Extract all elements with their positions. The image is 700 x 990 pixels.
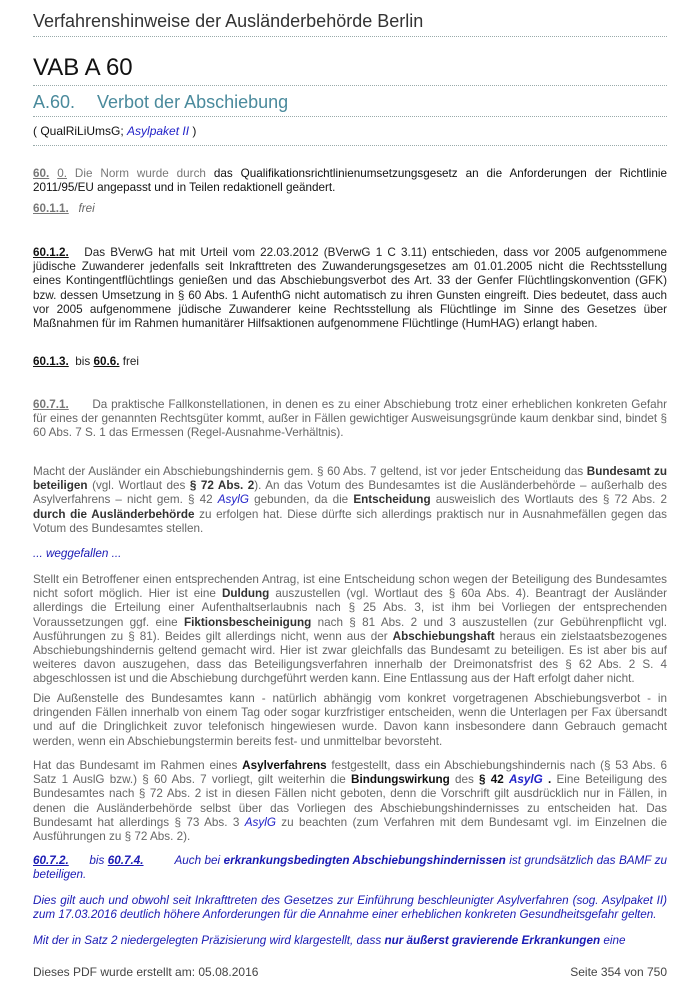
footer-page-number: Seite 354 von 750: [570, 965, 667, 979]
paragraph-asylpaket: Dies gilt auch und obwohl seit Inkrafttreten des Gesetzes zur Einführung beschleunigter Asylverfahren (sog. Asylpaket II) zum 17.03.2016 deutlich höhere Anforderungen für die Annahme einer erheblichen konkreten Gesundheitsgefahr gelten.: [33, 894, 667, 922]
ref-60-1-1[interactable]: 60.1.1.: [33, 202, 69, 215]
section-heading: Verbot der Abschiebung: [97, 92, 289, 112]
source-line: ( QualRiLiUmsG; Asylpaket II ): [33, 124, 197, 138]
paragraph-60-1-2: 60.1.2. Das BVerwG hat mit Urteil vom 22.03.2012 (BVerwG 1 C 3.11) entschieden, dass vor 2005 aufgenommene jüdische Zuwanderer jedenfalls seit Inkrafttreten des Zuwanderungsgesetzes am 01.01.2005 nicht die Rechtsstellung eines Kontingentflüchtlings genießen und das Abschiebungsverbot des Art. 33 der Genfer Flüchtlingskonvention (GFK) bzw. dessen Umsetzung in § 60 Abs. 1 AufenthG nicht automatisch zu ihren Gunsten eingreift. Dies bedeutet, dass auch vor 2005 aufgenommene jüdische Zuwanderer keine Rechtsstellung als Flüchtlinge im Sinne des Gesetzes über Maßnahmen für im Rahmen humanitärer Hilfsaktionen aufgenommene Flüchtlinge (HumHAG) erlangt haben.: [33, 246, 667, 331]
paragraph-60-0: 60. 0. Die Norm wurde durch das Qualifikationsrichtlinienumsetzungsgesetz an die Anforderungen der Richtlinie 2011/95/EU angepasst und in Teilen redaktionell geändert.: [33, 167, 667, 195]
title-divider: [33, 85, 667, 86]
ref-60-7-4[interactable]: 60.7.4.: [107, 854, 144, 867]
paragraph-weggefallen: ... weggefallen ...: [33, 547, 122, 560]
asylg-link-3[interactable]: AsylG: [244, 815, 276, 829]
paragraph-duldung: Stellt ein Betroffener einen entsprechenden Antrag, ist eine Entscheidung schon wegen der Beteiligung des Bundesamtes nicht sofort möglich. Hier ist eine Duldung auszustellen (vgl. Wortlaut des § 60a Abs. 4). Beantragt der Ausländer allerdings die Erteilung einer Aufenthaltserlaubnis nach § 25 Abs. 3, ist ihm bei Vorliegen der entsprechenden Voraussetzungen ggf. eine Fiktionsbescheinigung nach § 81 Abs. 2 und 3 auszustellen (zur Gebührenpflicht vgl. Ausführungen zu § 81). Beides gilt allerdings nicht, wenn aus der Abschiebungshaft heraus ein zielstaatsbezogenes Abschiebungshindernis geltend gemacht wird. Hier ist zwar gleichfalls das Bundesamt zu beteiligen. Es ist aber bis auf weiteres davon auszugehen, dass das Beteiligungsverfahren innerhalb der Dreimonatsfrist des § 62 Abs. 2 S. 4 abgeschlossen ist und die Abschiebung durchgeführt werden kann. Eine Entlassung aus der Haft erfolgt daher nicht.: [33, 573, 668, 686]
source-divider: [33, 145, 667, 146]
source-text: QualRiLiUmsG;: [40, 124, 128, 138]
ref-60-7-2[interactable]: 60.7.2.: [33, 854, 69, 867]
section-divider: [33, 116, 667, 117]
section-title: [33, 92, 288, 113]
footer-created-date: Dieses PDF wurde erstellt am: 05.08.2016: [33, 965, 259, 979]
paragraph-60-1-1: 60.1.1. frei: [33, 202, 95, 215]
paragraph-beteiligung: Macht der Ausländer ein Abschiebungshindernis gem. § 60 Abs. 7 geltend, ist vor jeder Entscheidung das Bundesamt zu beteiligen (vgl. Wortlaut des § 72 Abs. 2). An das Votum des Bundesamtes ist die Ausländerbehörde – außerhalb des Asylverfahrens – nicht gem. § 42 AsylG gebunden, da die Entscheidung ausweislich des Wortlauts des § 72 Abs. 2 durch die Ausländerbehörde zu erfolgen hat. Diese dürfte sich allerdings praktisch nur in Ausnahmefällen gegen das Votum des Bundesamtes stellen.: [33, 465, 668, 535]
paragraph-60-7-2: 60.7.2. bis 60.7.4. Auch bei erkrankungsbedingten Abschiebungshindernissen ist grundsätzlich das BAMF zu beteiligen.: [33, 854, 668, 882]
paragraph-praezisierung: Mit der in Satz 2 niedergelegten Präzisierung wird klargestellt, dass nur äußerst gravierende Erkrankungen eine: [33, 934, 626, 947]
section-number: A.60.: [33, 92, 76, 112]
asylg-link[interactable]: AsylG: [217, 493, 249, 507]
paragraph-aussenstelle: Die Außenstelle des Bundesamtes kann - natürlich abhängig vom konkret vorgetragenen Abschiebungsverbot - in dringenden Fällen innerhalb von einem Tag oder sogar kurzfristiger entscheiden, wenn die Unterlagen per Fax übersandt und auf die Dringlichkeit zuvor telefonisch hingewiesen wurde. Davon kann insbesondere dann Gebrauch gemacht werden, wenn ein Abschiebungstermin bereits fest- und unmittelbar bevorsteht.: [33, 692, 667, 748]
ref-60[interactable]: 60.: [33, 167, 50, 180]
ref-0[interactable]: 0.: [57, 167, 67, 180]
header-divider: [33, 36, 667, 37]
asylpaket-link[interactable]: Asylpaket II: [127, 124, 190, 138]
ref-60-7-1[interactable]: 60.7.1.: [33, 398, 69, 411]
ref-60-6[interactable]: 60.6.: [93, 355, 120, 368]
paragraph-60-1-3: 60.1.3. bis 60.6. frei: [33, 355, 139, 368]
ref-60-1-2[interactable]: 60.1.2.: [33, 246, 69, 259]
doc-title: VAB A 60: [33, 54, 133, 81]
ref-60-1-3[interactable]: 60.1.3.: [33, 355, 69, 368]
paragraph-bindungswirkung: Hat das Bundesamt im Rahmen eines Asylverfahrens festgestellt, dass ein Abschiebungshindernis nach (§ 53 Abs. 6 Satz 1 AuslG bzw.) § 60 Abs. 7 vorliegt, gilt weiterhin die Bindungswirkung des § 42 AsylG . Eine Beteiligung des Bundesamtes nach § 72 Abs. 2 ist in diesen Fällen nicht geboten, denn die Vorschrift gilt ausdrücklich nur in Fällen, in denen die Ausländerbehörde selbst über das Vorliegen des Abschiebungshindernisses zu entscheiden hat. Das Bundesamt hat allerdings § 73 Abs. 3 AsylG zu beachten (zum Verfahren mit dem Bundesamt vgl. im Einzelnen die Ausführungen zu § 72 Abs. 2).: [33, 759, 667, 844]
paragraph-60-7-1: 60.7.1. Da praktische Fallkonstellationen, in denen es zu einer Abschiebung trotz einer erheblichen konkreten Gefahr für eines der genannten Rechtsgüter kommt, außer in Fällen gewichtiger Ausweisungsgründe kaum denkbar sind, bindet § 60 Abs. 7 S. 1 das Ermessen (Regel-Ausnahme-Verhältnis).: [33, 398, 668, 440]
header-title: Verfahrenshinweise der Ausländerbehörde Berlin: [33, 11, 424, 31]
asylg-link-2[interactable]: AsylG: [508, 773, 543, 787]
